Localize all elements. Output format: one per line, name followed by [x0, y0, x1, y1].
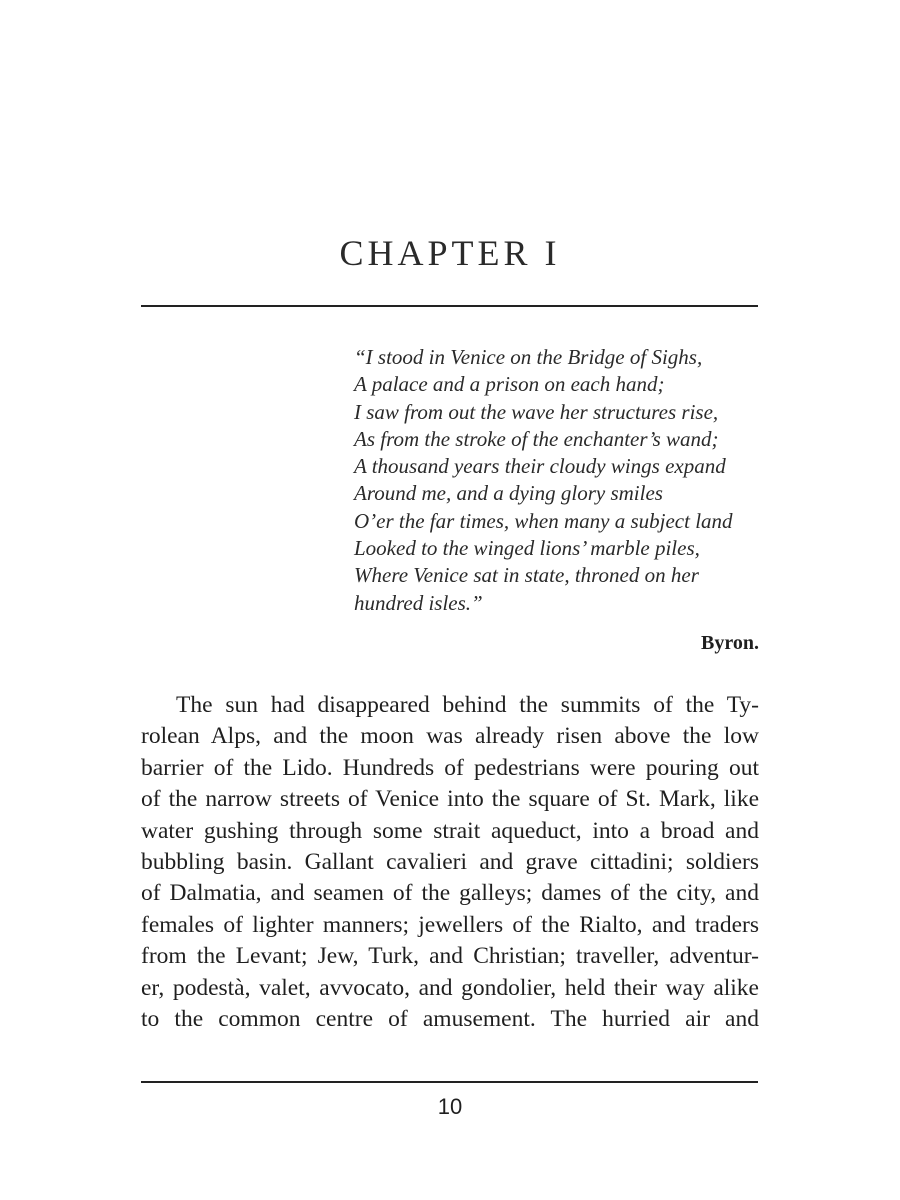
epigraph-line: A thousand years their cloudy wings expand	[354, 454, 726, 479]
body-line: to the common centre of amusement. The hurried air and	[141, 1006, 759, 1033]
body-paragraph	[141, 690, 759, 1035]
epigraph-line: Around me, and a dying glory smiles	[354, 481, 663, 506]
body-line: of the narrow streets of Venice into the square of St. Mark, like	[141, 786, 759, 813]
body-line: The sun had disappeared behind the summits of the Ty-	[176, 692, 759, 718]
body-line: water gushing through some strait aqueduct, into a broad and	[141, 817, 759, 844]
epigraph-line: O’er the far times, when many a subject land	[354, 508, 733, 533]
epigraph	[354, 344, 774, 617]
epigraph-line: A palace and a prison on each hand;	[354, 372, 665, 397]
epigraph-line: As from the stroke of the enchanter’s wand;	[354, 426, 719, 451]
body-line: barrier of the Lido. Hundreds of pedestrians were pouring out	[141, 754, 759, 781]
top-rule	[141, 305, 758, 307]
chapter-title: CHAPTER I	[339, 233, 561, 273]
epigraph-line: “I stood in Venice on the Bridge of Sighs,	[354, 345, 703, 369]
body-line: rolean Alps, and the moon was already risen above the low	[141, 723, 759, 750]
body-line: er, podestà, valet, avvocato, and gondolier, held their way alike	[141, 974, 759, 1001]
body-line: females of lighter manners; jewellers of the Rialto, and traders	[141, 911, 759, 938]
epigraph-attribution: Byron.	[701, 632, 759, 654]
epigraph-line: I saw from out the wave her structures rise,	[354, 399, 719, 424]
page-number: 10	[437, 1094, 463, 1119]
body-line: bubbling basin. Gallant cavalieri and grave cittadini; soldiers	[141, 849, 759, 876]
epigraph-line: Where Venice sat in state, throned on her	[354, 563, 699, 588]
body-line: of Dalmatia, and seamen of the galleys; dames of the city, and	[141, 880, 759, 907]
bottom-rule	[141, 1081, 758, 1083]
body-line: from the Levant; Jew, Turk, and Christian; traveller, adventur-	[141, 943, 759, 970]
epigraph-line: Looked to the winged lions’ marble piles,	[354, 536, 700, 561]
epigraph-line: hundred isles.”	[354, 590, 483, 615]
